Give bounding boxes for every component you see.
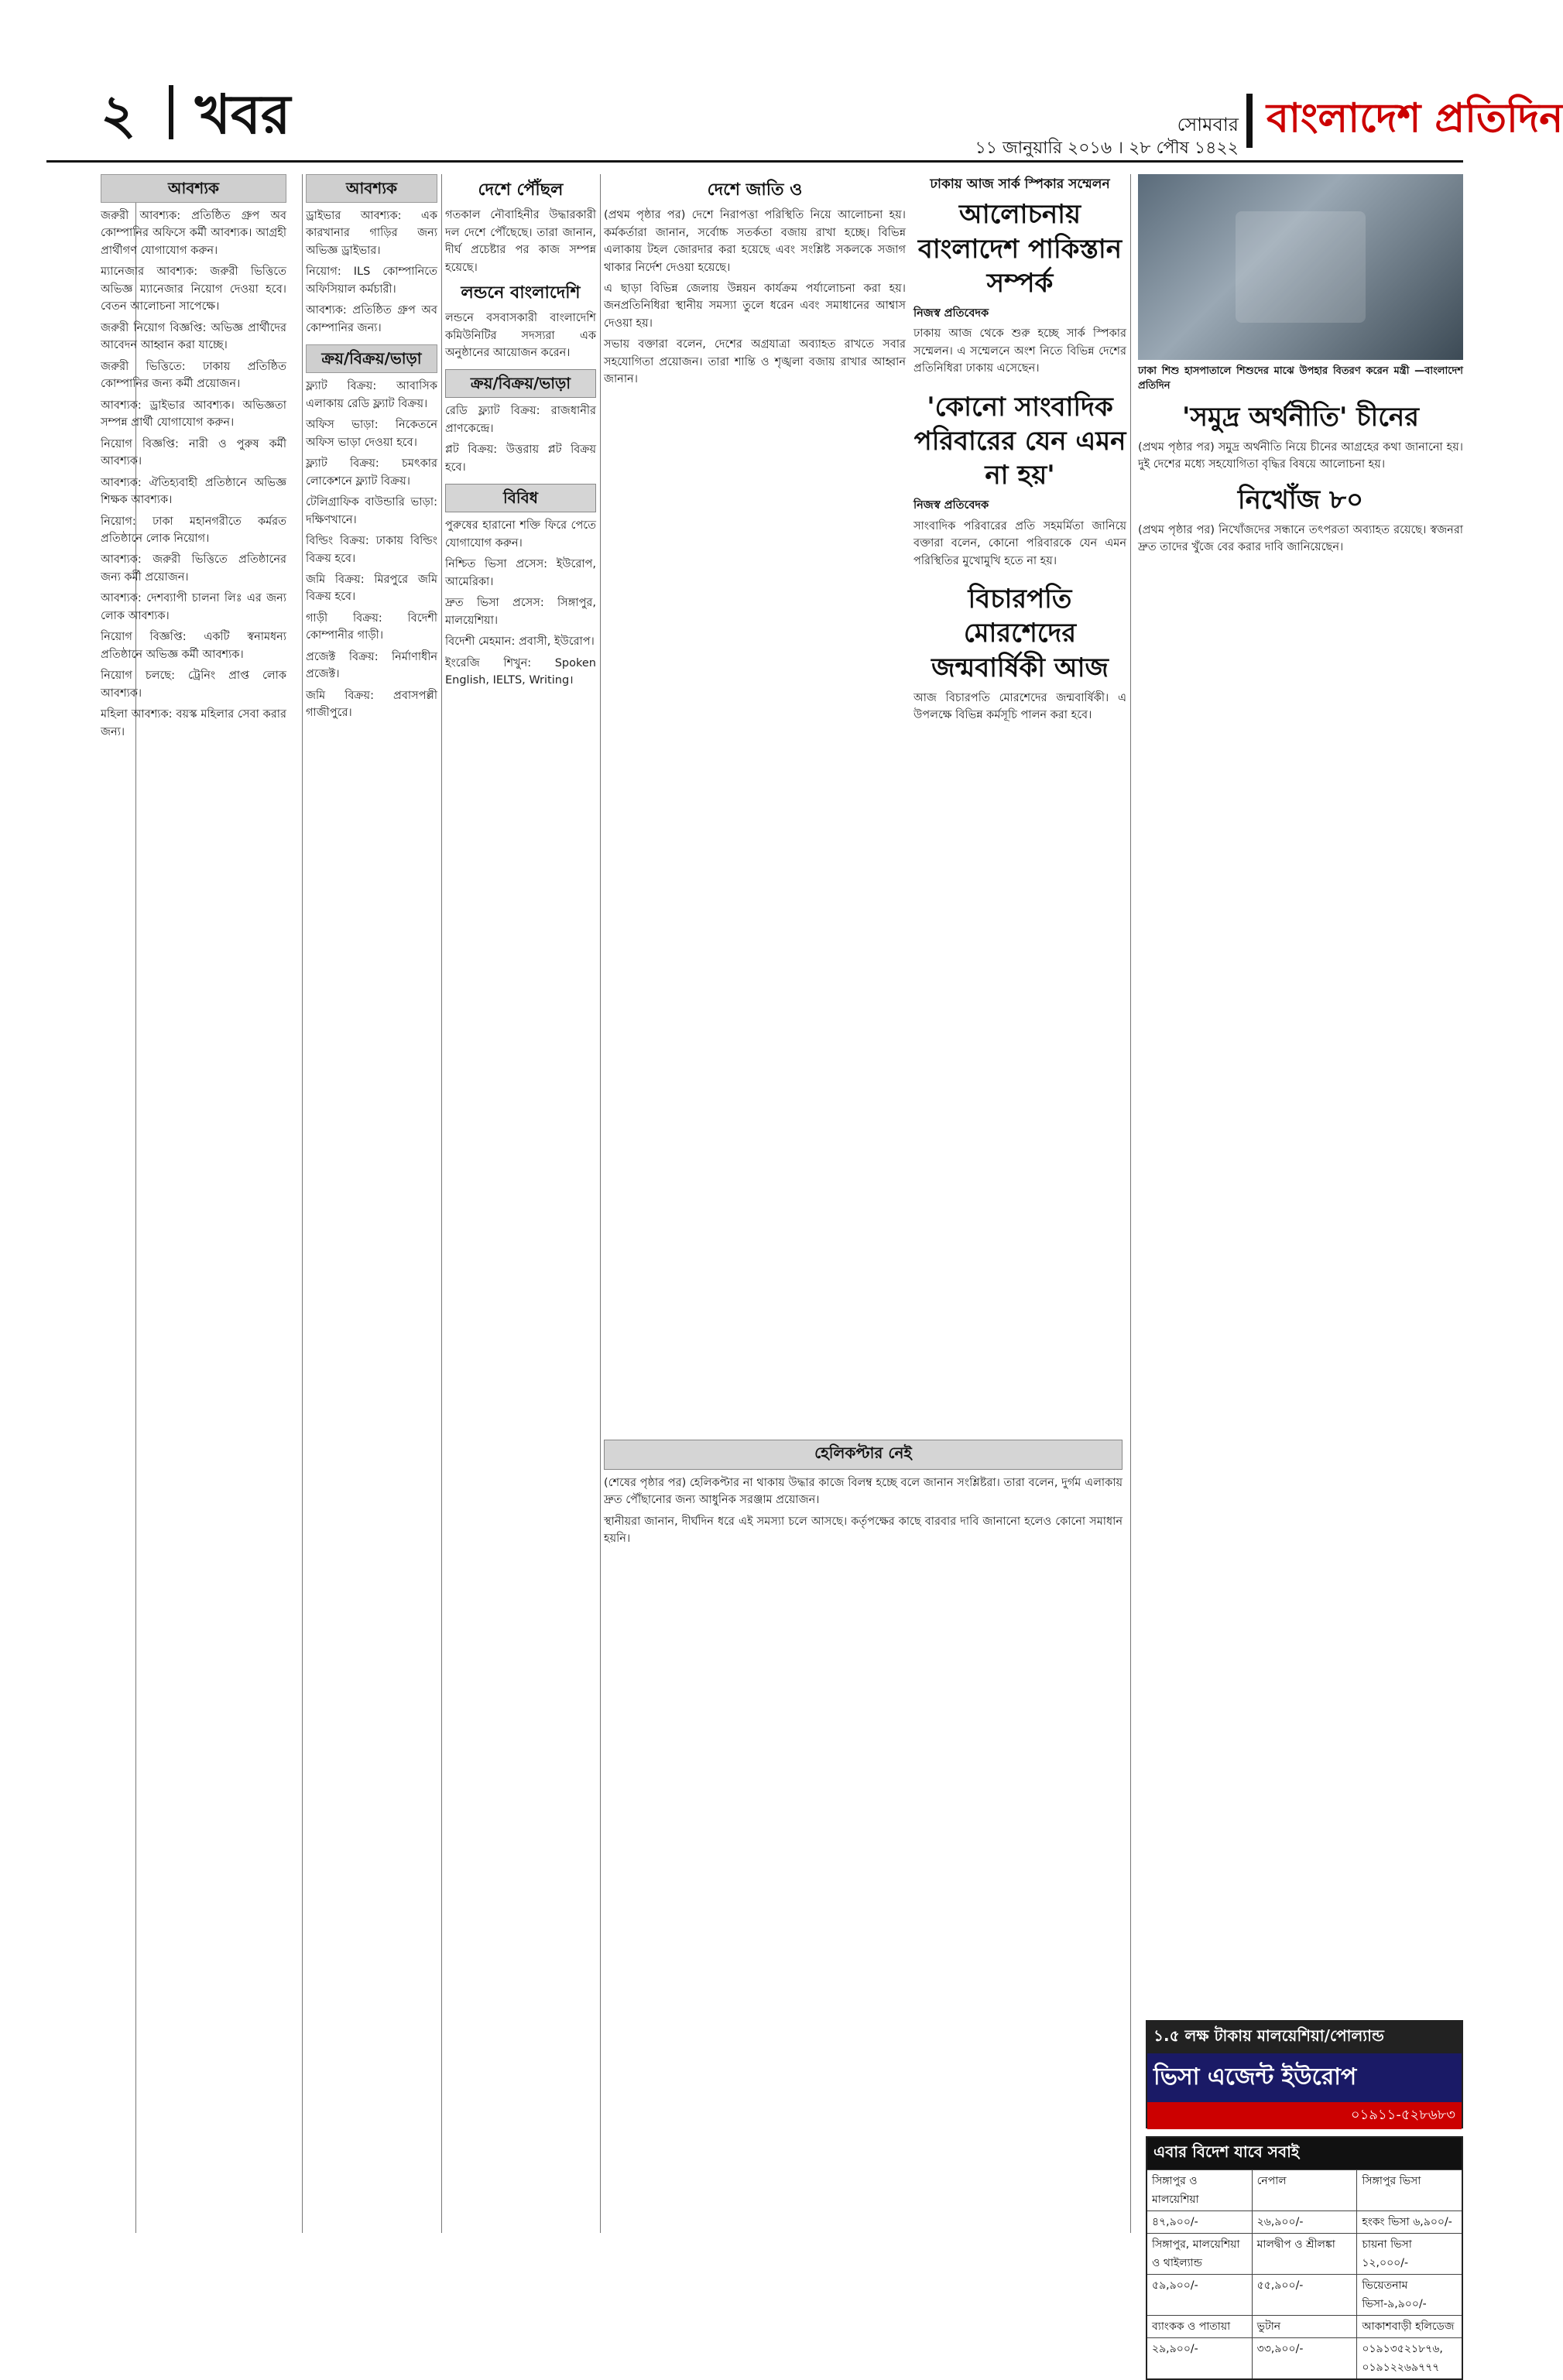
divider bbox=[169, 85, 173, 139]
table-cell: ২৬,৯০০/- bbox=[1253, 2211, 1358, 2233]
photo-caption: ঢাকা শিশু হাসপাতালে শিশুদের মাঝে উপহার বিতরণ করেন মন্ত্রী —বাংলাদেশ প্রতিদিন bbox=[1138, 365, 1463, 392]
table-cell: চায়না ভিসা ১২,০০০/- bbox=[1362, 2238, 1412, 2269]
ad-table-heading: এবার বিদেশ যাবে সবাই bbox=[1147, 2138, 1462, 2169]
headline: আলোচনায় বাংলাদেশ পাকিস্তান সম্পর্ক bbox=[917, 199, 1123, 299]
table-row bbox=[1147, 2337, 1462, 2378]
table-cell: ৫৫,৯০০/- bbox=[1253, 2275, 1358, 2315]
headline: লন্ডনে বাংলাদেশি bbox=[461, 283, 581, 303]
ad-brand: ভিসা এজেন্ট ইউরোপ bbox=[1147, 2053, 1462, 2102]
brand-logo: বাংলাদেশ প্রতিদিন bbox=[1267, 94, 1563, 142]
headline: 'কোনো সাংবাদিক পরিবারের যেন এমন না হয়' bbox=[913, 391, 1126, 491]
column-heading: আবশ্যক bbox=[101, 174, 286, 203]
classified-text: পুরুষের হারানো শক্তি ফিরে পেতে যোগাযোগ করুন। নিশ্চিত ভিসা প্রসেস: ইউরোপ, আমেরিকা। দ্রুত ভিসা প্রসেস: সিঙ্গাপুর, মালয়েশিয়া। বিদেশী মেহমান: প্রবাসী, ইউরোপ। ইংরেজি শিখুন: Spoken English, IELTS, Writing। bbox=[445, 519, 596, 687]
column-heading: ক্রয়/বিক্রয়/ভাড়া bbox=[306, 344, 437, 373]
table-cell: ব্যাংকক ও পাতায়া bbox=[1147, 2316, 1253, 2337]
table-cell: নেপাল bbox=[1253, 2170, 1358, 2210]
classified-column-1 bbox=[101, 174, 286, 2233]
masthead bbox=[46, 70, 1563, 163]
news-column-6 bbox=[1138, 174, 1463, 2008]
date: ১১ জানুয়ারি ২০১৬ । ২৮ পৌষ ১৪২২ bbox=[975, 139, 1239, 159]
table-row bbox=[1147, 2315, 1462, 2337]
column-rule bbox=[1130, 174, 1131, 2233]
article-text: (প্রথম পৃষ্ঠার পর) দেশে নিরাপত্তা পরিস্থিতি নিয়ে আলোচনা হয়। কর্মকর্তারা জানান, সর্বোচ্চ সতর্কতা বজায় রাখা হচ্ছে। বিভিন্ন এলাকায় টহল জোরদার করা হয়েছে এবং সংশ্লিষ্ট সকলকে সজাগ থাকার নির্দেশ দেওয়া হয়েছে। এ ছাড়া বিভিন্ন জেলায় উন্নয়ন কার্যক্রম পর্যালোচনা করা হয়। জনপ্রতিনিধিরা স্থানীয় সমস্যা তুলে ধরেন এবং সমাধানের আশ্বাস দেওয়া হয়। সভায় বক্তারা বলেন, দেশের অগ্রযাত্রা অব্যাহত রাখতে সবার সহযোগিতা প্রয়োজন। তারা শান্তি ও শৃঙ্খলা বজায় রাখার আহ্বান জানান। bbox=[604, 209, 906, 386]
byline: নিজস্ব প্রতিবেদক bbox=[913, 499, 989, 512]
table-cell: ভুটান bbox=[1253, 2316, 1358, 2337]
section-heading: ক্রয়/বিক্রয়/ভাড়া bbox=[445, 369, 596, 398]
table-cell: আকাশবাড়ী হলিডেজ bbox=[1362, 2320, 1455, 2333]
kicker: ঢাকায় আজ সার্ক স্পিকার সম্মেলন bbox=[930, 176, 1110, 192]
article-text: (প্রথম পৃষ্ঠার পর) সমুদ্র অর্থনীতি নিয়ে চীনের আগ্রহের কথা জানানো হয়। দুই দেশের মধ্যে সহযোগিতা বৃদ্ধির বিষয়ে আলোচনা হয়। bbox=[1138, 440, 1463, 471]
article-text: লন্ডনে বসবাসকারী বাংলাদেশি কমিউনিটির সদস্যরা এক অনুষ্ঠানের আয়োজন করেন। bbox=[445, 312, 596, 359]
brand-block bbox=[1246, 87, 1563, 154]
classified-column-2 bbox=[306, 174, 437, 2233]
article-text: আজ বিচারপতি মোরশেদের জন্মবার্ষিকী। এ উপলক্ষে বিভিন্ন কর্মসূচি পালন করা হবে। bbox=[913, 691, 1126, 722]
advertisement-banner bbox=[1146, 2020, 1463, 2128]
classified-text: রেডি ফ্ল্যাট বিক্রয়: রাজধানীর প্রাণকেন্দ্রে। প্লট বিক্রয়: উত্তরায় প্লট বিক্রয় হবে। bbox=[445, 405, 596, 474]
classified-text: ড্রাইভার আবশ্যক: এক কারখানার গাড়ির জন্য অভিজ্ঞ ড্রাইভার। নিয়োগ: ILS কোম্পানিতে অফিসিয়াল কর্মচারী। আবশ্যক: প্রতিষ্ঠিত গ্রুপ অব কোম্পানির জন্য। bbox=[306, 210, 437, 334]
column-rule bbox=[600, 174, 601, 2233]
table-cell: হংকং ভিসা ৬,৯০০/- bbox=[1362, 2216, 1452, 2228]
table-cell: ২৯,৯০০/- bbox=[1147, 2338, 1253, 2378]
page-number: ২ bbox=[101, 82, 136, 146]
article-text: ঢাকায় আজ থেকে শুরু হচ্ছে সার্ক স্পিকার সম্মেলন। এ সম্মেলনে অংশ নিতে বিভিন্ন দেশের প্রতিনিধিরা ঢাকায় এসেছেন। bbox=[913, 327, 1126, 375]
article-text: (প্রথম পৃষ্ঠার পর) নিখোঁজদের সন্ধানে তৎপরতা অব্যাহত রয়েছে। স্বজনরা দ্রুত তাদের খুঁজে বের করার দাবি জানিয়েছেন। bbox=[1138, 524, 1463, 554]
table-cell: ৫৯,৯০০/- bbox=[1147, 2275, 1253, 2315]
table-cell: ০১৯১৩৫২১৮৭৬, ০১৯১২২৬৯৭৭৭ bbox=[1362, 2343, 1443, 2374]
table-cell: সিঙ্গাপুর ও মালয়েশিয়া bbox=[1147, 2170, 1253, 2210]
table-cell: মালদ্বীপ ও শ্রীলঙ্কা bbox=[1253, 2234, 1358, 2274]
section-heading: বিবিধ bbox=[445, 484, 596, 512]
table-row bbox=[1147, 2169, 1462, 2210]
byline: নিজস্ব প্রতিবেদক bbox=[913, 306, 989, 320]
table-row bbox=[1147, 2274, 1462, 2315]
table-cell: ৪৭,৯০০/- bbox=[1147, 2211, 1253, 2233]
headline: নিখোঁজ ৮০ bbox=[1237, 484, 1364, 515]
section-heading: হেলিকপ্টার নেই bbox=[604, 1440, 1123, 1470]
news-photo bbox=[1138, 174, 1463, 360]
article-text: সাংবাদিক পরিবারের প্রতি সহমর্মিতা জানিয়ে বক্তারা বলেন, কোনো পরিবারকে যেন এমন পরিস্থিতির মুখোমুখি হতে না হয়। bbox=[913, 519, 1126, 567]
section-title: খবর bbox=[195, 82, 291, 146]
ad-phone: ০১৯১১-৫২৮৬৮৩ bbox=[1147, 2102, 1462, 2129]
news-column-4 bbox=[604, 174, 906, 1428]
column-rule bbox=[302, 174, 303, 2233]
page-section bbox=[101, 82, 291, 146]
table-row bbox=[1147, 2233, 1462, 2274]
classified-text: জরুরী আবশ্যক: প্রতিষ্ঠিত গ্রুপ অব কোম্পানির অফিসে কর্মী আবশ্যক। আগ্রহী প্রার্থীগণ যোগাযোগ করুন। ম্যানেজার আবশ্যক: জরুরী ভিত্তিতে অভিজ্ঞ ম্যানেজার নিয়োগ দেওয়া হবে। বেতন আলোচনা সাপেক্ষে। জরুরী নিয়োগ বিজ্ঞপ্তি: অভিজ্ঞ প্রার্থীদের আবেদন আহ্বান করা যাচ্ছে। জরুরী ভিত্তিতে: ঢাকায় প্রতিষ্ঠিত কোম্পানির জন্য কর্মী প্রয়োজন। আবশ্যক: ড্রাইভার আবশ্যক। অভিজ্ঞতা সম্পন্ন প্রার্থী যোগাযোগ করুন। নিয়োগ বিজ্ঞপ্তি: নারী ও পুরুষ কর্মী আবশ্যক। আবশ্যক: ঐতিহ্যবাহী প্রতিষ্ঠানে অভিজ্ঞ শিক্ষক আবশ্যক। নিয়োগ: ঢাকা মহানগরীতে কর্মরত প্রতিষ্ঠানে লোক নিয়োগ। আবশ্যক: জরুরী ভিত্তিতে প্রতিষ্ঠানের জন্য কর্মী প্রয়োজন। আবশ্যক: দেশব্যাপী চালনা লিঃ এর জন্য লোক আবশ্যক। নিয়োগ বিজ্ঞপ্তি: একটি স্বনামধন্য প্রতিষ্ঠানে অভিজ্ঞ কর্মী আবশ্যক। নিয়োগ চলছে: ট্রেনিং প্রাপ্ত লোক আবশ্যক। মহিলা আবশ্যক: বয়স্ক মহিলার সেবা করার জন্য। bbox=[101, 210, 286, 738]
advertisement-table bbox=[1146, 2136, 1463, 2380]
divider bbox=[1246, 94, 1253, 148]
table-row bbox=[1147, 2210, 1462, 2233]
article-text: গতকাল নৌবাহিনীর উদ্ধারকারী দল দেশে পৌঁছেছে। তারা জানান, দীর্ঘ প্রচেষ্টার পর কাজ সম্পন্ন হয়েছে। bbox=[445, 209, 596, 274]
classified-text: ফ্ল্যাট বিক্রয়: আবাসিক এলাকায় রেডি ফ্ল্যাট বিক্রয়। অফিস ভাড়া: নিকেতনে অফিস ভাড়া দেওয়া হবে। ফ্ল্যাট বিক্রয়: চমৎকার লোকেশনে ফ্ল্যাট বিক্রয়। টেলিগ্রাফিক বাউন্ডারি ভাড়া: দক্ষিণখানে। বিল্ডিং বিক্রয়: ঢাকায় বিল্ডিং বিক্রয় হবে। জমি বিক্রয়: মিরপুরে জমি বিক্রয় হবে। গাড়ী বিক্রয়: বিদেশী কোম্পানীর গাড়ী। প্রজেক্ট বিক্রয়: নির্মাণাধীন প্রজেক্ট। জমি বিক্রয়: প্রবাসপল্লী গাজীপুরে। bbox=[306, 380, 437, 720]
ad-headline: ১.৫ লক্ষ টাকায় মালয়েশিয়া/পোল্যান্ড bbox=[1147, 2022, 1462, 2053]
table-cell: ৩৩,৯০০/- bbox=[1253, 2338, 1358, 2378]
dateline bbox=[929, 112, 1239, 160]
table-cell: সিঙ্গাপুর ভিসা bbox=[1362, 2175, 1421, 2187]
table-cell: ভিয়েতনাম ভিসা-৯,৯০০/- bbox=[1362, 2279, 1427, 2310]
headline: বিচারপতি মোরশেদের জন্মবার্ষিকী আজ bbox=[931, 584, 1109, 683]
day: সোমবার bbox=[1177, 114, 1239, 135]
headline: দেশে পৌঁছল bbox=[478, 180, 564, 200]
news-column-5 bbox=[913, 174, 1126, 2233]
news-column-3 bbox=[445, 174, 596, 2233]
headline: দেশে জাতি ও bbox=[707, 180, 803, 200]
column-heading: আবশ্যক bbox=[306, 174, 437, 203]
table-cell: সিঙ্গাপুর, মালয়েশিয়া ও থাইল্যান্ড bbox=[1147, 2234, 1253, 2274]
headline: 'সমুদ্র অর্থনীতি' চীনের bbox=[1182, 401, 1419, 433]
article-text: (শেষের পৃষ্ঠার পর) হেলিকপ্টার না থাকায় উদ্ধার কাজে বিলম্ব হচ্ছে বলে জানান সংশ্লিষ্টরা। তারা বলেন, দুর্গম এলাকায় দ্রুত পৌঁছানোর জন্য আধুনিক সরঞ্জাম প্রয়োজন। স্থানীয়রা জানান, দীর্ঘদিন ধরে এই সমস্যা চলে আসছে। কর্তৃপক্ষের কাছে বারবার দাবি জানানো হলেও কোনো সমাধান হয়নি। bbox=[604, 1477, 1123, 1546]
column-rule bbox=[441, 174, 442, 2233]
